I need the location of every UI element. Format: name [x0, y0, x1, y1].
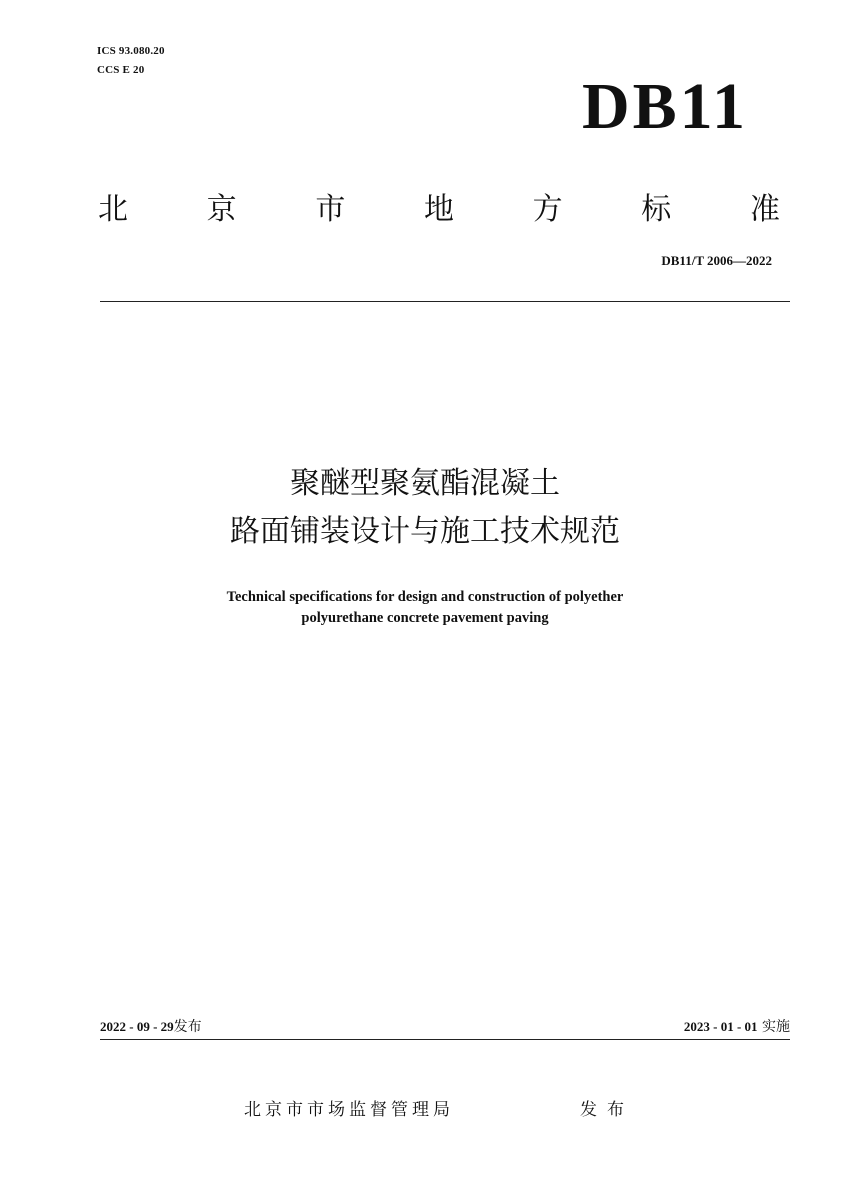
issuing-action: 发布 — [580, 1100, 634, 1120]
publish-date-block — [100, 1017, 202, 1037]
standard-type-heading — [98, 190, 780, 230]
implement-label: 实施 — [762, 1019, 790, 1035]
implement-date-block — [684, 1017, 790, 1037]
classification-codes — [97, 42, 165, 80]
standard-type-char: 市 — [315, 192, 346, 227]
issuing-authority: 北京市市场监督管理局 — [244, 1100, 454, 1120]
standard-type-char: 京 — [206, 192, 237, 227]
document-title-en — [0, 587, 850, 629]
standard-type-char: 地 — [423, 192, 454, 227]
ccs-code: CCS E 20 — [97, 64, 145, 76]
top-divider — [100, 301, 790, 302]
standard-type-char: 标 — [641, 192, 672, 227]
standard-number: DB11/T 2006—2022 — [661, 253, 772, 268]
bottom-divider — [100, 1039, 790, 1040]
publish-date: 2022 - 09 - 29 — [100, 1019, 174, 1034]
title-cn-line-1: 聚醚型聚氨酯混凝土 — [290, 466, 560, 501]
title-en-line-2: polyurethane concrete pavement paving — [301, 610, 549, 626]
ics-code: ICS 93.080.20 — [97, 45, 165, 57]
standard-type-char: 方 — [532, 192, 563, 227]
document-title-cn — [0, 460, 850, 556]
title-en-line-1: Technical specifications for design and construction of polyether — [226, 589, 624, 605]
standard-type-char: 准 — [749, 192, 780, 227]
publish-label: 发布 — [173, 1019, 202, 1035]
standard-type-char: 北 — [98, 192, 128, 227]
implement-date: 2023 - 01 - 01 — [683, 1019, 758, 1034]
title-cn-line-2: 路面铺装设计与施工技术规范 — [230, 514, 620, 549]
standard-code-logo: DB11 — [581, 70, 748, 143]
